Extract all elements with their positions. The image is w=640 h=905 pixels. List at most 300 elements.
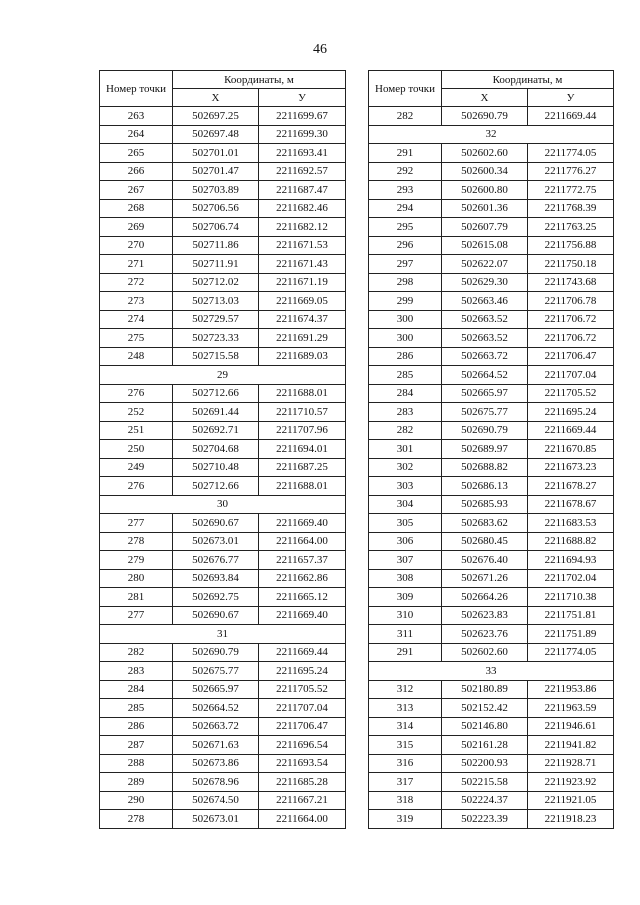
table-row <box>100 236 346 255</box>
y-coordinate-cell: 2211664.00 <box>259 810 346 829</box>
table-row <box>100 218 346 237</box>
table-row <box>369 384 614 403</box>
point-number-cell: 272 <box>100 273 173 292</box>
table-row <box>369 643 614 662</box>
point-number-cell: 290 <box>100 791 173 810</box>
point-number-cell: 297 <box>369 255 442 274</box>
point-number-cell: 288 <box>100 754 173 773</box>
point-number-cell: 286 <box>369 347 442 366</box>
table-row <box>369 551 614 570</box>
table-row <box>100 791 346 810</box>
point-number-cell: 292 <box>369 162 442 181</box>
point-number-cell: 274 <box>100 310 173 329</box>
x-coordinate-cell: 502688.82 <box>442 458 528 477</box>
x-coordinate-cell: 502690.79 <box>442 107 528 126</box>
x-coordinate-cell: 502693.84 <box>173 569 259 588</box>
table-row <box>100 310 346 329</box>
table-row <box>369 255 614 274</box>
y-coordinate-cell: 2211921.05 <box>528 791 614 810</box>
table-row <box>100 662 346 681</box>
point-number-cell: 318 <box>369 791 442 810</box>
section-row <box>100 625 346 644</box>
point-number-cell: 316 <box>369 754 442 773</box>
table-row <box>100 588 346 607</box>
header-point-number: Номер точки <box>100 71 173 107</box>
table-row <box>369 680 614 699</box>
y-coordinate-cell: 2211664.00 <box>259 532 346 551</box>
x-coordinate-cell: 502615.08 <box>442 236 528 255</box>
table-row <box>369 107 614 126</box>
point-number-cell: 284 <box>369 384 442 403</box>
point-number-cell: 276 <box>100 384 173 403</box>
table-row <box>369 773 614 792</box>
x-coordinate-cell: 502701.47 <box>173 162 259 181</box>
point-number-cell: 309 <box>369 588 442 607</box>
header-coordinates: Координаты, м <box>173 71 346 89</box>
x-coordinate-cell: 502676.40 <box>442 551 528 570</box>
table-row <box>369 329 614 348</box>
table-row <box>100 643 346 662</box>
y-coordinate-cell: 2211665.12 <box>259 588 346 607</box>
y-coordinate-cell: 2211694.01 <box>259 440 346 459</box>
point-number-cell: 284 <box>100 680 173 699</box>
x-coordinate-cell: 502602.60 <box>442 144 528 163</box>
table-row <box>369 717 614 736</box>
point-number-cell: 264 <box>100 125 173 144</box>
y-coordinate-cell: 2211671.43 <box>259 255 346 274</box>
y-coordinate-cell: 2211776.27 <box>528 162 614 181</box>
point-number-cell: 295 <box>369 218 442 237</box>
point-number-cell: 267 <box>100 181 173 200</box>
section-row <box>369 125 614 144</box>
point-number-cell: 317 <box>369 773 442 792</box>
y-coordinate-cell: 2211678.67 <box>528 495 614 514</box>
x-coordinate-cell: 502697.48 <box>173 125 259 144</box>
y-coordinate-cell: 2211706.78 <box>528 292 614 311</box>
y-coordinate-cell: 2211707.04 <box>528 366 614 385</box>
x-coordinate-cell: 502629.30 <box>442 273 528 292</box>
y-coordinate-cell: 2211657.37 <box>259 551 346 570</box>
y-coordinate-cell: 2211706.47 <box>528 347 614 366</box>
x-coordinate-cell: 502683.62 <box>442 514 528 533</box>
y-coordinate-cell: 2211963.59 <box>528 699 614 718</box>
x-coordinate-cell: 502675.77 <box>442 403 528 422</box>
point-number-cell: 313 <box>369 699 442 718</box>
point-number-cell: 270 <box>100 236 173 255</box>
point-number-cell: 294 <box>369 199 442 218</box>
x-coordinate-cell: 502665.97 <box>173 680 259 699</box>
point-number-cell: 282 <box>369 421 442 440</box>
point-number-cell: 306 <box>369 532 442 551</box>
y-coordinate-cell: 2211691.29 <box>259 329 346 348</box>
table-row <box>100 477 346 496</box>
table-row <box>100 773 346 792</box>
table-row <box>369 144 614 163</box>
point-number-cell: 286 <box>100 717 173 736</box>
y-coordinate-cell: 2211928.71 <box>528 754 614 773</box>
y-coordinate-cell: 2211669.40 <box>259 514 346 533</box>
point-number-cell: 271 <box>100 255 173 274</box>
y-coordinate-cell: 2211693.41 <box>259 144 346 163</box>
point-number-cell: 273 <box>100 292 173 311</box>
table-row <box>369 403 614 422</box>
x-coordinate-cell: 502692.75 <box>173 588 259 607</box>
table-row <box>100 162 346 181</box>
y-coordinate-cell: 2211671.53 <box>259 236 346 255</box>
x-coordinate-cell: 502712.66 <box>173 477 259 496</box>
table-row <box>369 273 614 292</box>
y-coordinate-cell: 2211688.01 <box>259 384 346 403</box>
x-coordinate-cell: 502664.52 <box>173 699 259 718</box>
point-number-cell: 279 <box>100 551 173 570</box>
x-coordinate-cell: 502673.01 <box>173 532 259 551</box>
x-coordinate-cell: 502690.67 <box>173 514 259 533</box>
y-coordinate-cell: 2211673.23 <box>528 458 614 477</box>
header-y: У <box>528 89 614 107</box>
y-coordinate-cell: 2211696.54 <box>259 736 346 755</box>
y-coordinate-cell: 2211689.03 <box>259 347 346 366</box>
table-row <box>369 199 614 218</box>
x-coordinate-cell: 502690.79 <box>173 643 259 662</box>
table-row <box>369 477 614 496</box>
x-coordinate-cell: 502602.60 <box>442 643 528 662</box>
table-row <box>369 421 614 440</box>
y-coordinate-cell: 2211706.47 <box>259 717 346 736</box>
y-coordinate-cell: 2211918.23 <box>528 810 614 829</box>
table-row <box>369 310 614 329</box>
y-coordinate-cell: 2211946.61 <box>528 717 614 736</box>
section-number: 32 <box>369 125 614 144</box>
table-row <box>100 384 346 403</box>
point-number-cell: 277 <box>100 606 173 625</box>
y-coordinate-cell: 2211706.72 <box>528 310 614 329</box>
x-coordinate-cell: 502663.72 <box>173 717 259 736</box>
y-coordinate-cell: 2211687.25 <box>259 458 346 477</box>
x-coordinate-cell: 502692.71 <box>173 421 259 440</box>
point-number-cell: 301 <box>369 440 442 459</box>
y-coordinate-cell: 2211669.44 <box>528 421 614 440</box>
table-row <box>369 514 614 533</box>
y-coordinate-cell: 2211751.89 <box>528 625 614 644</box>
point-number-cell: 252 <box>100 403 173 422</box>
y-coordinate-cell: 2211662.86 <box>259 569 346 588</box>
coordinates-table-right <box>368 70 614 829</box>
table-row <box>369 699 614 718</box>
x-coordinate-cell: 502712.02 <box>173 273 259 292</box>
x-coordinate-cell: 502675.77 <box>173 662 259 681</box>
table-row <box>100 717 346 736</box>
section-number: 33 <box>369 662 614 681</box>
point-number-cell: 281 <box>100 588 173 607</box>
header-coordinates: Координаты, м <box>442 71 614 89</box>
point-number-cell: 287 <box>100 736 173 755</box>
y-coordinate-cell: 2211695.24 <box>259 662 346 681</box>
point-number-cell: 282 <box>369 107 442 126</box>
table-row <box>100 347 346 366</box>
x-coordinate-cell: 502663.46 <box>442 292 528 311</box>
table-row <box>100 440 346 459</box>
section-row <box>100 366 346 385</box>
y-coordinate-cell: 2211670.85 <box>528 440 614 459</box>
table-row <box>100 810 346 829</box>
x-coordinate-cell: 502180.89 <box>442 680 528 699</box>
header-x: X <box>442 89 528 107</box>
section-number: 30 <box>100 495 346 514</box>
y-coordinate-cell: 2211768.39 <box>528 199 614 218</box>
x-coordinate-cell: 502711.86 <box>173 236 259 255</box>
x-coordinate-cell: 502663.52 <box>442 310 528 329</box>
header-x: X <box>173 89 259 107</box>
table-row <box>100 144 346 163</box>
y-coordinate-cell: 2211750.18 <box>528 255 614 274</box>
x-coordinate-cell: 502674.50 <box>173 791 259 810</box>
table-row <box>369 458 614 477</box>
x-coordinate-cell: 502723.33 <box>173 329 259 348</box>
point-number-cell: 308 <box>369 569 442 588</box>
table-row <box>100 125 346 144</box>
point-number-cell: 278 <box>100 810 173 829</box>
table-row <box>369 754 614 773</box>
point-number-cell: 277 <box>100 514 173 533</box>
x-coordinate-cell: 502215.58 <box>442 773 528 792</box>
table-row <box>100 532 346 551</box>
y-coordinate-cell: 2211695.24 <box>528 403 614 422</box>
point-number-cell: 296 <box>369 236 442 255</box>
table-row <box>369 625 614 644</box>
x-coordinate-cell: 502711.91 <box>173 255 259 274</box>
point-number-cell: 289 <box>100 773 173 792</box>
x-coordinate-cell: 502600.34 <box>442 162 528 181</box>
y-coordinate-cell: 2211682.12 <box>259 218 346 237</box>
point-number-cell: 305 <box>369 514 442 533</box>
y-coordinate-cell: 2211774.05 <box>528 643 614 662</box>
y-coordinate-cell: 2211756.88 <box>528 236 614 255</box>
point-number-cell: 312 <box>369 680 442 699</box>
y-coordinate-cell: 2211774.05 <box>528 144 614 163</box>
y-coordinate-cell: 2211687.47 <box>259 181 346 200</box>
x-coordinate-cell: 502671.26 <box>442 569 528 588</box>
table-row <box>369 606 614 625</box>
table-row <box>100 569 346 588</box>
x-coordinate-cell: 502701.01 <box>173 144 259 163</box>
x-coordinate-cell: 502697.25 <box>173 107 259 126</box>
x-coordinate-cell: 502673.01 <box>173 810 259 829</box>
coordinates-table-left <box>99 70 346 829</box>
x-coordinate-cell: 502703.89 <box>173 181 259 200</box>
x-coordinate-cell: 502200.93 <box>442 754 528 773</box>
table-row <box>100 403 346 422</box>
y-coordinate-cell: 2211683.53 <box>528 514 614 533</box>
point-number-cell: 303 <box>369 477 442 496</box>
y-coordinate-cell: 2211667.21 <box>259 791 346 810</box>
point-number-cell: 304 <box>369 495 442 514</box>
section-number: 29 <box>100 366 346 385</box>
y-coordinate-cell: 2211699.67 <box>259 107 346 126</box>
y-coordinate-cell: 2211669.05 <box>259 292 346 311</box>
table-row <box>100 551 346 570</box>
x-coordinate-cell: 502678.96 <box>173 773 259 792</box>
y-coordinate-cell: 2211763.25 <box>528 218 614 237</box>
x-coordinate-cell: 502680.45 <box>442 532 528 551</box>
point-number-cell: 293 <box>369 181 442 200</box>
y-coordinate-cell: 2211671.19 <box>259 273 346 292</box>
y-coordinate-cell: 2211772.75 <box>528 181 614 200</box>
header-point-number: Номер точки <box>369 71 442 107</box>
y-coordinate-cell: 2211710.57 <box>259 403 346 422</box>
table-row <box>100 699 346 718</box>
point-number-cell: 311 <box>369 625 442 644</box>
table-row <box>369 810 614 829</box>
x-coordinate-cell: 502600.80 <box>442 181 528 200</box>
section-number: 31 <box>100 625 346 644</box>
table-row <box>100 107 346 126</box>
x-coordinate-cell: 502663.52 <box>442 329 528 348</box>
x-coordinate-cell: 502706.74 <box>173 218 259 237</box>
point-number-cell: 307 <box>369 551 442 570</box>
y-coordinate-cell: 2211707.96 <box>259 421 346 440</box>
x-coordinate-cell: 502623.83 <box>442 606 528 625</box>
point-number-cell: 285 <box>369 366 442 385</box>
x-coordinate-cell: 502713.03 <box>173 292 259 311</box>
point-number-cell: 251 <box>100 421 173 440</box>
section-row <box>100 495 346 514</box>
point-number-cell: 250 <box>100 440 173 459</box>
table-row <box>100 754 346 773</box>
x-coordinate-cell: 502601.36 <box>442 199 528 218</box>
x-coordinate-cell: 502676.77 <box>173 551 259 570</box>
x-coordinate-cell: 502710.48 <box>173 458 259 477</box>
table-row <box>100 458 346 477</box>
table-row <box>100 199 346 218</box>
y-coordinate-cell: 2211674.37 <box>259 310 346 329</box>
y-coordinate-cell: 2211707.04 <box>259 699 346 718</box>
table-row <box>369 366 614 385</box>
x-coordinate-cell: 502224.37 <box>442 791 528 810</box>
x-coordinate-cell: 502690.79 <box>442 421 528 440</box>
y-coordinate-cell: 2211692.57 <box>259 162 346 181</box>
y-coordinate-cell: 2211682.46 <box>259 199 346 218</box>
x-coordinate-cell: 502152.42 <box>442 699 528 718</box>
table-row <box>369 791 614 810</box>
page-number: 46 <box>313 42 327 57</box>
y-coordinate-cell: 2211706.72 <box>528 329 614 348</box>
x-coordinate-cell: 502623.76 <box>442 625 528 644</box>
y-coordinate-cell: 2211693.54 <box>259 754 346 773</box>
y-coordinate-cell: 2211699.30 <box>259 125 346 144</box>
y-coordinate-cell: 2211688.01 <box>259 477 346 496</box>
x-coordinate-cell: 502664.26 <box>442 588 528 607</box>
x-coordinate-cell: 502161.28 <box>442 736 528 755</box>
table-row <box>100 292 346 311</box>
x-coordinate-cell: 502671.63 <box>173 736 259 755</box>
table-row <box>369 532 614 551</box>
point-number-cell: 291 <box>369 643 442 662</box>
point-number-cell: 266 <box>100 162 173 181</box>
table-row <box>100 606 346 625</box>
x-coordinate-cell: 502665.97 <box>442 384 528 403</box>
point-number-cell: 278 <box>100 532 173 551</box>
x-coordinate-cell: 502715.58 <box>173 347 259 366</box>
point-number-cell: 300 <box>369 310 442 329</box>
point-number-cell: 283 <box>100 662 173 681</box>
table-row <box>369 440 614 459</box>
point-number-cell: 248 <box>100 347 173 366</box>
x-coordinate-cell: 502704.68 <box>173 440 259 459</box>
y-coordinate-cell: 2211705.52 <box>528 384 614 403</box>
table-row <box>369 495 614 514</box>
y-coordinate-cell: 2211743.68 <box>528 273 614 292</box>
table-row <box>100 273 346 292</box>
point-number-cell: 265 <box>100 144 173 163</box>
point-number-cell: 263 <box>100 107 173 126</box>
x-coordinate-cell: 502712.66 <box>173 384 259 403</box>
point-number-cell: 249 <box>100 458 173 477</box>
table-row <box>100 329 346 348</box>
y-coordinate-cell: 2211694.93 <box>528 551 614 570</box>
table-row <box>369 347 614 366</box>
table-row <box>369 588 614 607</box>
x-coordinate-cell: 502664.52 <box>442 366 528 385</box>
x-coordinate-cell: 502223.39 <box>442 810 528 829</box>
y-coordinate-cell: 2211710.38 <box>528 588 614 607</box>
x-coordinate-cell: 502673.86 <box>173 754 259 773</box>
x-coordinate-cell: 502607.79 <box>442 218 528 237</box>
y-coordinate-cell: 2211669.44 <box>528 107 614 126</box>
point-number-cell: 302 <box>369 458 442 477</box>
point-number-cell: 268 <box>100 199 173 218</box>
table-row <box>369 569 614 588</box>
table-row <box>369 162 614 181</box>
point-number-cell: 315 <box>369 736 442 755</box>
x-coordinate-cell: 502689.97 <box>442 440 528 459</box>
point-number-cell: 314 <box>369 717 442 736</box>
x-coordinate-cell: 502685.93 <box>442 495 528 514</box>
x-coordinate-cell: 502146.80 <box>442 717 528 736</box>
point-number-cell: 298 <box>369 273 442 292</box>
y-coordinate-cell: 2211751.81 <box>528 606 614 625</box>
table-row <box>100 736 346 755</box>
table-row <box>100 514 346 533</box>
point-number-cell: 280 <box>100 569 173 588</box>
table-row <box>369 218 614 237</box>
table-row <box>100 421 346 440</box>
x-coordinate-cell: 502663.72 <box>442 347 528 366</box>
point-number-cell: 299 <box>369 292 442 311</box>
y-coordinate-cell: 2211953.86 <box>528 680 614 699</box>
x-coordinate-cell: 502729.57 <box>173 310 259 329</box>
point-number-cell: 269 <box>100 218 173 237</box>
y-coordinate-cell: 2211941.82 <box>528 736 614 755</box>
x-coordinate-cell: 502622.07 <box>442 255 528 274</box>
point-number-cell: 285 <box>100 699 173 718</box>
y-coordinate-cell: 2211923.92 <box>528 773 614 792</box>
point-number-cell: 283 <box>369 403 442 422</box>
x-coordinate-cell: 502690.67 <box>173 606 259 625</box>
y-coordinate-cell: 2211669.44 <box>259 643 346 662</box>
x-coordinate-cell: 502706.56 <box>173 199 259 218</box>
table-row <box>369 236 614 255</box>
header-y: У <box>259 89 346 107</box>
y-coordinate-cell: 2211678.27 <box>528 477 614 496</box>
table-row <box>100 181 346 200</box>
point-number-cell: 300 <box>369 329 442 348</box>
point-number-cell: 291 <box>369 144 442 163</box>
point-number-cell: 319 <box>369 810 442 829</box>
table-row <box>369 736 614 755</box>
table-row <box>100 680 346 699</box>
y-coordinate-cell: 2211685.28 <box>259 773 346 792</box>
point-number-cell: 282 <box>100 643 173 662</box>
